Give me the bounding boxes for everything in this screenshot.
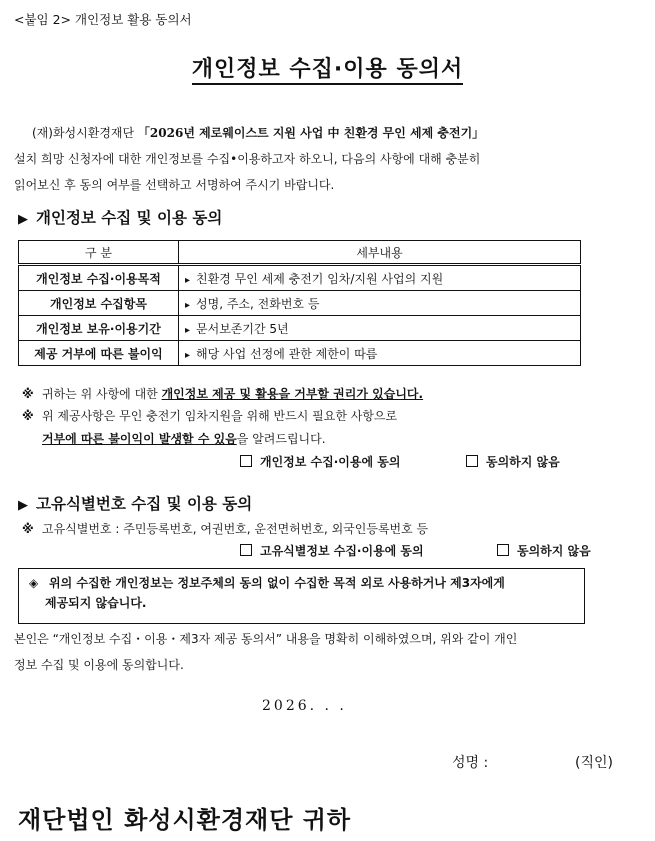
date-field[interactable]: 2026. . . [262, 698, 347, 714]
table-row: 개인정보 수집·이용목적 ▸ 친환경 무인 세제 충전기 임차/지원 사업의 지원 [19, 265, 581, 291]
decline-unique-id-checkbox[interactable]: 동의하지 않음 [497, 542, 591, 559]
table-row: 제공 거부에 따른 불이익 ▸ 해당 사업 선정에 관한 제한이 따름 [19, 341, 581, 366]
unique-id-note: ※ 고유식별번호 : 주민등록번호, 여권번호, 운전면허번호, 외국인등록번호 등 [22, 522, 429, 536]
rights-note: ※ 귀하는 위 사항에 대한 개인정보 제공 및 활용을 거부할 권리가 있습니다. [22, 387, 424, 401]
section-2-heading: ▶ 고유식별번호 수집 및 이용 동의 [18, 495, 253, 513]
program-name: 「2026년 제로웨이스트 지원 사업 中 친환경 무인 세제 충전기」 [137, 126, 485, 140]
consent-info-table [18, 240, 581, 366]
checkbox-icon[interactable] [466, 455, 478, 467]
triangle-right-icon: ▶ [18, 498, 28, 513]
signature-label[interactable]: 성명 : [452, 755, 489, 771]
agreement-statement: 본인은 “개인정보 수집・이용・제3자 제공 동의서” 내용을 명확히 이해하였으며, 위와 같이 개인 정보 수집 및 이용에 동의합니다. [14, 632, 518, 672]
table-header-category: 구 분 [19, 241, 179, 265]
table-row: 개인정보 보유·이용기간 ▸ 문서보존기간 5년 [19, 316, 581, 341]
recipient-footer: 재단법인 화성시환경재단 귀하 [18, 806, 352, 834]
triangle-right-icon: ▶ [18, 212, 28, 227]
attachment-label: <붙임 2> 개인정보 활용 동의서 [14, 12, 192, 27]
consent-unique-id-checkbox[interactable]: 고유식별정보 수집·이용에 동의 [240, 542, 424, 559]
section-1-heading: ▶ 개인정보 수집 및 이용 동의 [18, 209, 223, 227]
checkbox-icon[interactable] [497, 544, 509, 556]
table-header-details: 세부내용 [179, 241, 581, 265]
page-title: 개인정보 수집·이용 동의서 [0, 52, 655, 83]
checkbox-icon[interactable] [240, 455, 252, 467]
intro-line-2: 설치 희망 신청자에 대한 개인정보를 수집•이용하고자 하오니, 다음의 사항에 대해 충분히 [14, 152, 481, 166]
intro-prefix: (재)화성시환경재단 [32, 126, 138, 140]
consent-personal-info-checkbox[interactable]: 개인정보 수집·이용에 동의 [240, 453, 400, 470]
decline-personal-info-checkbox[interactable]: 동의하지 않음 [466, 453, 560, 470]
disadvantage-note: 거부에 따른 불이익이 발생할 수 있음을 알려드립니다. [42, 432, 326, 446]
intro-paragraph [14, 120, 614, 198]
checkbox-icon[interactable] [240, 544, 252, 556]
diamond-icon: ◈ [29, 576, 39, 590]
warning-box: ◈ 위의 수집한 개인정보는 정보주체의 동의 없이 수집한 목적 외로 사용하거나 제3자에게 제공되지 않습니다. [18, 568, 585, 624]
required-note: ※ 위 제공사항은 무인 충전기 임차지원을 위해 반드시 필요한 사항으로 [22, 409, 398, 423]
table-row: 개인정보 수집항목 ▸ 성명, 주소, 전화번호 등 [19, 291, 581, 316]
seal-label: (직인) [575, 755, 613, 771]
intro-line-3: 읽어보신 후 동의 여부를 선택하고 서명하여 주시기 바랍니다. [14, 178, 335, 192]
